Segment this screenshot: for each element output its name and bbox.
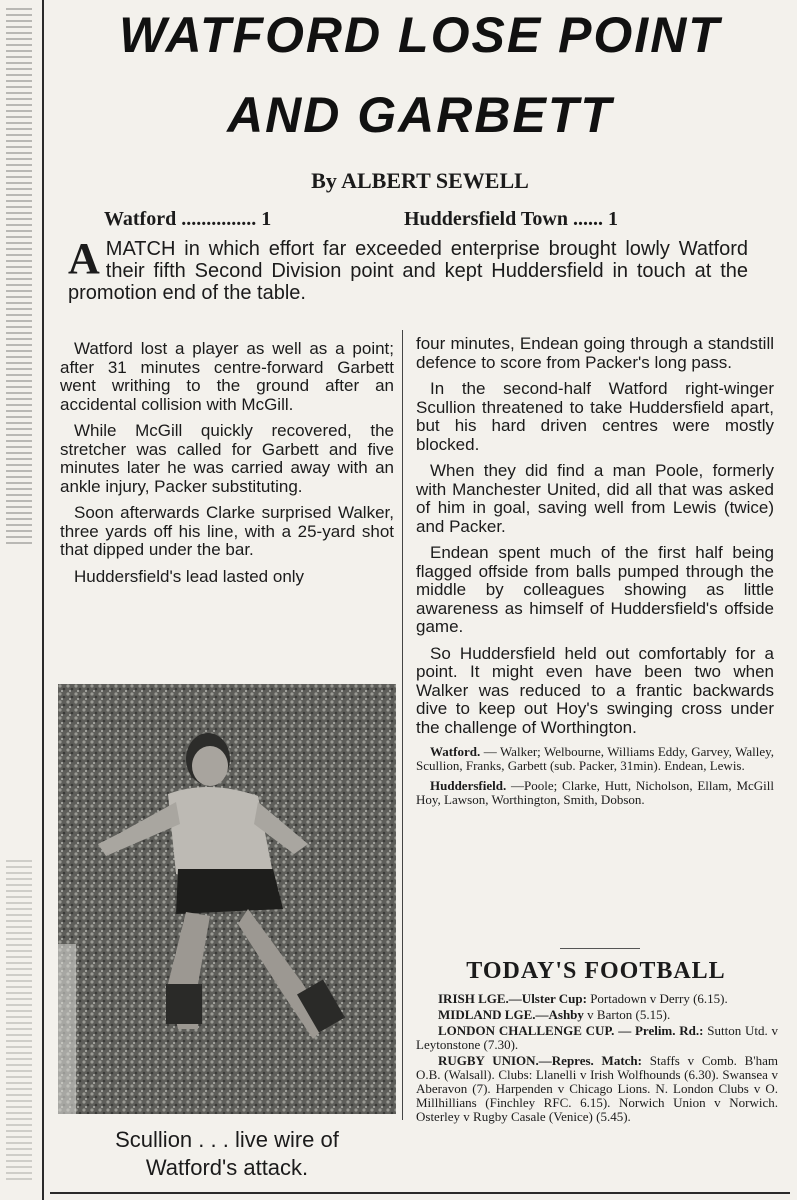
- left-column: [60, 340, 394, 594]
- body-paragraph: Soon afterwards Clarke surprised Walker, three yards off his line, with a 25-yard shot that dipped under the bar.: [60, 503, 394, 559]
- lead-text: MATCH in which effort far exceeded enterprise brought lowly Watford their fifth Second Division point and kept Huddersfield in touch at the promotion end of the table.: [68, 238, 748, 304]
- fixture-label: IRISH LGE.—Ulster Cup:: [438, 991, 587, 1006]
- caption-line-2: Watford's attack.: [145, 1155, 309, 1180]
- body-paragraph: When they did find a man Poole, formerly with Manchester United, did all that was asked of him in goal, saving well from Lewis (twice) and Packer.: [416, 461, 774, 536]
- fixture-label: MIDLAND LGE.—Ashby: [438, 1007, 584, 1022]
- body-paragraph: Huddersfield's lead lasted only: [74, 566, 305, 586]
- section-divider: [560, 948, 640, 949]
- score-home: Watford ............... 1: [104, 208, 272, 230]
- column-rule-left: [42, 0, 44, 1200]
- body-paragraph: four minutes, Endean going through a standstill defence to score from Packer's long pass.: [416, 334, 774, 372]
- byline: By ALBERT SEWELL: [311, 168, 529, 193]
- caption-line-1: Scullion . . . live wire of: [115, 1127, 339, 1152]
- headline-line-2: AND GARBETT: [227, 87, 613, 143]
- photo-image: [58, 684, 396, 1114]
- body-paragraph: Watford lost a player as well as a point; after 31 minutes centre-forward Garbett went writhing to the ground after an accidental collision with McGill.: [60, 339, 394, 414]
- fixture-text: Staffs v Comb. B'ham O.B. (Walsall). Clubs: Llanelli v Irish Wolfhounds (6.30). Swansea v Aberavon (7). Harpenden v Chicago Lions. N. London Clubs v O. Millhillians (Finchley RFC. 6.15). Norwich Union v Norwich. Osterley v Rugby Casale (Venice) (5.45).: [416, 1053, 778, 1124]
- team-lineup-watford: [416, 745, 774, 773]
- bottom-rule: [50, 1192, 790, 1194]
- body-paragraph: So Huddersfield held out comfortably for a point. It might even have been two when Walker was reduced to a frantic backwards dive to keep out Hoy's swinging cross under the challenge of Worthington.: [416, 643, 774, 737]
- fixtures-list: [416, 992, 778, 1126]
- team-label: Watford.: [430, 744, 481, 759]
- fixture-text: Sutton Utd. v Leytonstone (7.30).: [416, 1023, 778, 1052]
- fixture-item: [416, 992, 778, 1006]
- team-label: Huddersfield.: [430, 778, 507, 793]
- headline-line-1: WATFORD LOSE POINT: [119, 7, 721, 63]
- lead-paragraph: [68, 234, 748, 304]
- body-paragraph: In the second-half Watford right-winger Scullion threatened to take Huddersfield apart, but his hard driven centres were mostly blocked.: [416, 379, 774, 454]
- score-away: Huddersfield Town ...... 1: [404, 208, 618, 230]
- fixture-label: RUGBY UNION.—Repres. Match:: [438, 1053, 642, 1068]
- right-column: [416, 335, 774, 813]
- team-players: — Walker; Welbourne, Williams Eddy, Garvey, Walley, Scullion, Franks, Garbett (sub. Packer, 31min). Endean, Lewis.: [416, 744, 775, 773]
- team-lineup-huddersfield: [416, 779, 774, 807]
- match-photo: [58, 684, 396, 1114]
- body-paragraph: Endean spent much of the first half being flagged offside from balls pumped through the middle by colleagues showing as little awareness as himself of Huddersfield's offside game.: [416, 543, 774, 636]
- column-rule-center: [402, 330, 403, 1120]
- fixture-label: LONDON CHALLENGE CUP. — Prelim. Rd.:: [438, 1023, 704, 1038]
- adjacent-text-fragment: [6, 860, 32, 1180]
- adjacent-text-fragment: [6, 8, 32, 548]
- fixture-item: [416, 1054, 778, 1124]
- fixture-text: Portadown v Derry (6.15).: [590, 991, 728, 1006]
- fixture-text: v Barton (5.15).: [587, 1007, 671, 1022]
- fixture-item: [416, 1008, 778, 1022]
- todays-football-heading: TODAY'S FOOTBALL: [466, 958, 726, 984]
- fixture-item: [416, 1024, 778, 1052]
- body-paragraph: While McGill quickly recovered, the stretcher was called for Garbett and five minutes later he was carried away with an ankle injury, Packer substituting.: [60, 421, 394, 496]
- drop-cap: A: [68, 234, 100, 283]
- photo-caption: [58, 1126, 396, 1182]
- team-players: —Poole; Clarke, Hutt, Nicholson, Ellam, McGill Hoy, Lawson, Worthington, Smith, Dobson.: [416, 778, 775, 807]
- adjacent-column-edge: [0, 0, 36, 1200]
